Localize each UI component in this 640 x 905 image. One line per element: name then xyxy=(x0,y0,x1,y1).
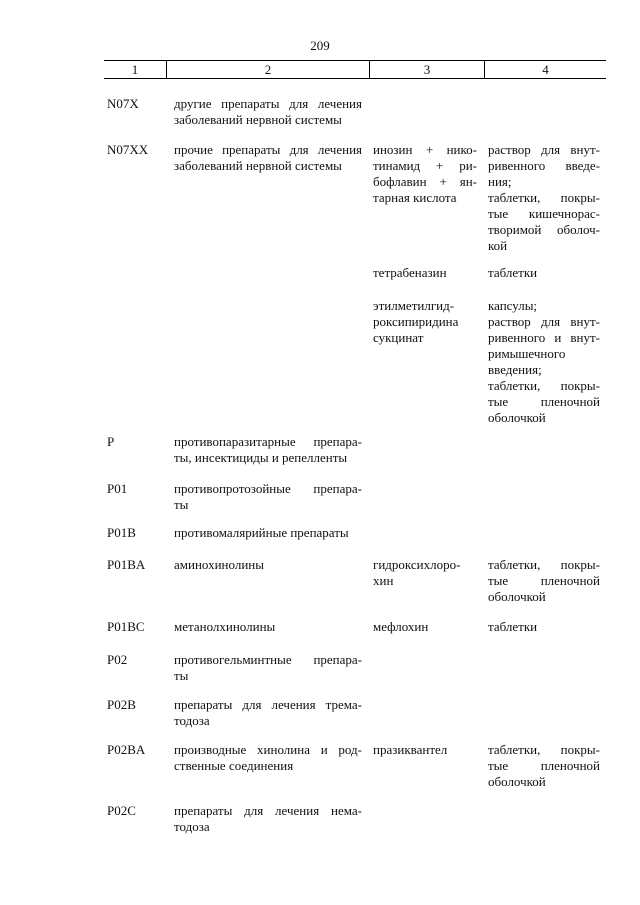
atc-code xyxy=(107,697,165,713)
dosage-form-line: оболочкой xyxy=(488,589,546,604)
dosage-form-line: ния; xyxy=(488,174,512,189)
drug-name xyxy=(373,265,477,281)
atc-group-name-line: ты xyxy=(174,497,189,512)
dosage-form-line: тые пленочной xyxy=(488,394,600,409)
drug-name-line: гидроксихлоро- xyxy=(373,557,461,572)
atc-group-name xyxy=(174,619,362,635)
atc-code-line: N07X xyxy=(107,96,139,111)
atc-code-line: P01BC xyxy=(107,619,145,634)
drug-name-line: мефлохин xyxy=(373,619,429,634)
atc-code-line: P02BA xyxy=(107,742,146,757)
atc-code xyxy=(107,142,165,158)
drug-name xyxy=(373,557,477,589)
atc-code xyxy=(107,803,165,819)
dosage-form xyxy=(488,142,600,254)
drug-name-line: тинамид + ри- xyxy=(373,158,477,173)
dosage-form xyxy=(488,265,600,281)
atc-group-name xyxy=(174,481,362,513)
atc-code xyxy=(107,652,165,668)
atc-code xyxy=(107,434,165,450)
dosage-form-line: таблетки xyxy=(488,265,538,280)
atc-group-name-line: противопротозойные препара- xyxy=(174,481,362,496)
table-header xyxy=(104,60,606,79)
atc-group-name xyxy=(174,434,362,466)
atc-code-line: N07XX xyxy=(107,142,149,157)
atc-group-name-line: тодоза xyxy=(174,713,210,728)
atc-code-line: P02C xyxy=(107,803,136,818)
dosage-form-line: введения; xyxy=(488,362,542,377)
dosage-form-line: раствор для внут- xyxy=(488,314,600,329)
drug-name-line: роксипиридина xyxy=(373,314,459,329)
atc-group-name xyxy=(174,142,362,174)
atc-group-name-line: метанолхинолины xyxy=(174,619,276,634)
atc-group-name xyxy=(174,557,362,573)
drug-name-line: тетрабеназин xyxy=(373,265,447,280)
atc-group-name xyxy=(174,742,362,774)
header-col-4: 4 xyxy=(542,62,549,77)
atc-group-name-line: противогельминтные препара- xyxy=(174,652,362,667)
atc-code-line: P01 xyxy=(107,481,128,496)
drug-name-line: сукцинат xyxy=(373,330,424,345)
atc-group-name-line: производные хинолина и род- xyxy=(174,742,362,757)
dosage-form-line: тые пленочной xyxy=(488,573,600,588)
atc-group-name xyxy=(174,96,362,128)
dosage-form-line: таблетки, покры- xyxy=(488,557,600,572)
dosage-form-line: римышечного xyxy=(488,346,566,361)
dosage-form-line: оболочкой xyxy=(488,774,546,789)
atc-group-name-line: ты, инсектициды и репелленты xyxy=(174,450,348,465)
dosage-form-line: оболочкой xyxy=(488,410,546,425)
dosage-form xyxy=(488,742,600,790)
dosage-form-line: тые кишечнорас- xyxy=(488,206,600,221)
drug-name xyxy=(373,298,477,346)
atc-group-name-line: ственные соединения xyxy=(174,758,294,773)
atc-code-line: P xyxy=(107,434,115,449)
dosage-form-line: ривенного и внут- xyxy=(488,330,600,345)
atc-group-name-line: препараты для лечения нема- xyxy=(174,803,362,818)
atc-group-name-line: заболеваний нервной системы xyxy=(174,158,342,173)
atc-code xyxy=(107,742,165,758)
atc-group-name xyxy=(174,697,362,729)
header-col-1: 1 xyxy=(131,62,139,77)
atc-group-name-line: прочие препараты для лечения xyxy=(174,142,362,157)
dosage-form-line: таблетки, покры- xyxy=(488,378,600,393)
atc-code xyxy=(107,619,165,635)
drug-name-line: празиквантел xyxy=(373,742,448,757)
atc-code-line: P01BA xyxy=(107,557,146,572)
atc-group-name-line: противопаразитарные препара- xyxy=(174,434,362,449)
dosage-form-line: кой xyxy=(488,238,508,253)
atc-group-name-line: другие препараты для лечения xyxy=(174,96,362,111)
atc-code-line: P01B xyxy=(107,525,136,540)
dosage-form xyxy=(488,557,600,605)
dosage-form-line: ривенного введе- xyxy=(488,158,600,173)
drug-name-line: этилметилгид- xyxy=(373,298,455,313)
dosage-form-line: капсулы; xyxy=(488,298,538,313)
dosage-form xyxy=(488,619,600,635)
drug-name xyxy=(373,742,477,758)
header-col-2: 2 xyxy=(264,62,272,77)
atc-group-name-line: заболеваний нервной системы xyxy=(174,112,342,127)
drug-name-line: хин xyxy=(373,573,394,588)
atc-group-name xyxy=(174,803,362,835)
atc-group-name-line: аминохинолины xyxy=(174,557,264,572)
drug-name xyxy=(373,619,477,635)
header-col-3: 3 xyxy=(423,62,431,77)
drug-name-line: тарная кислота xyxy=(373,190,457,205)
atc-group-name xyxy=(174,652,362,684)
drug-name-line: инозин + нико- xyxy=(373,142,477,157)
atc-code-line: P02B xyxy=(107,697,136,712)
atc-code xyxy=(107,481,165,497)
drug-name xyxy=(373,142,477,206)
drug-name-line: бофлавин + ян- xyxy=(373,174,477,189)
atc-code xyxy=(107,525,165,541)
atc-group-name-line: препараты для лечения трема- xyxy=(174,697,362,712)
atc-group-name-line: ты xyxy=(174,668,189,683)
dosage-form-line: таблетки, покры- xyxy=(488,190,600,205)
atc-group-name-line: тодоза xyxy=(174,819,210,834)
dosage-form-line: таблетки xyxy=(488,619,538,634)
atc-group-name-line: противомалярийные препараты xyxy=(174,525,349,540)
dosage-form-line: тые пленочной xyxy=(488,758,600,773)
dosage-form xyxy=(488,298,600,426)
dosage-form-line: таблетки, покры- xyxy=(488,742,600,757)
atc-code xyxy=(107,557,165,573)
dosage-form-line: раствор для внут- xyxy=(488,142,600,157)
page-number: 209 xyxy=(310,38,330,53)
dosage-form-line: творимой оболоч- xyxy=(488,222,600,237)
atc-group-name xyxy=(174,525,362,541)
atc-code-line: P02 xyxy=(107,652,128,667)
atc-code xyxy=(107,96,165,112)
